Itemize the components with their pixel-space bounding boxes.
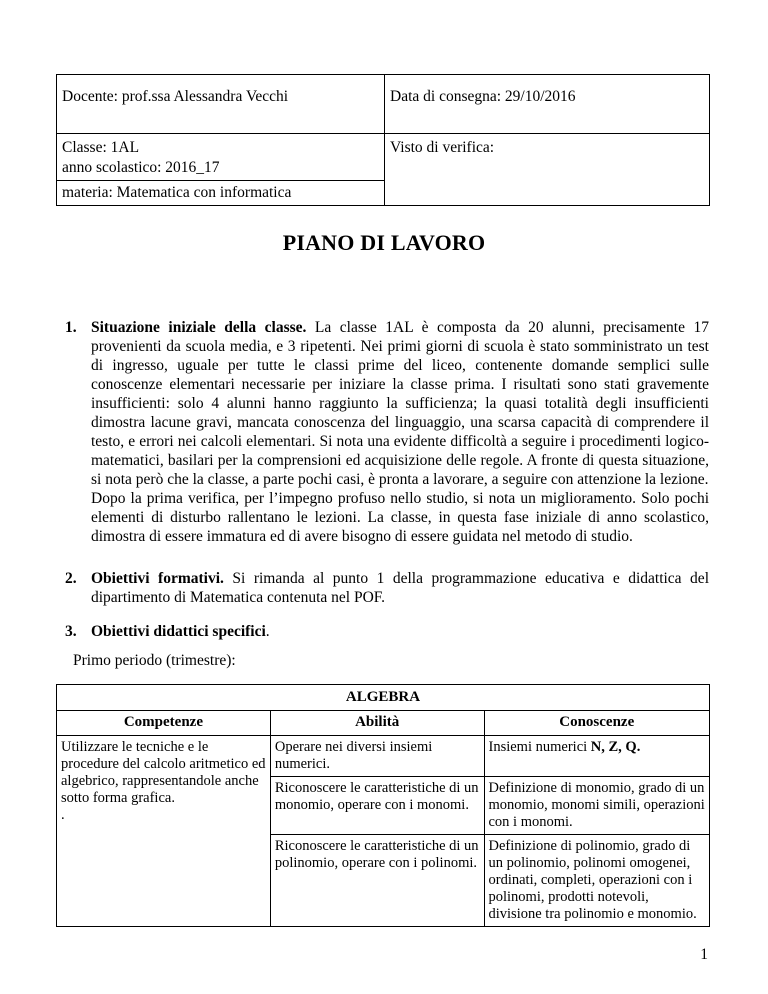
section-2-number: 2.	[65, 570, 77, 587]
section-2-heading: Obiettivi formativi.	[91, 570, 224, 587]
algebra-table-title: ALGEBRA	[57, 685, 710, 711]
section-1	[65, 318, 709, 546]
header-competenze: Competenze	[57, 711, 271, 736]
conoscenze-cell-2: Definizione di monomio, grado di un monomio, monomi simili, operazioni con i monomi.	[484, 777, 710, 835]
section-3-number: 3.	[65, 623, 77, 640]
number-sets: N, Z, Q.	[590, 739, 641, 755]
competenze-cell	[57, 736, 271, 927]
anno-text: anno scolastico: 2016_17	[62, 159, 220, 176]
header-conoscenze: Conoscenze	[484, 711, 710, 736]
page-number: 1	[700, 946, 708, 963]
docente-cell: Docente: prof.ssa Alessandra Vecchi	[57, 75, 385, 134]
period-label: Primo periodo (trimestre):	[73, 652, 236, 669]
section-3	[65, 622, 709, 641]
classe-cell	[57, 134, 385, 181]
section-3-text: .	[265, 623, 270, 640]
section-2	[65, 569, 709, 607]
header-abilita: Abilità	[270, 711, 484, 736]
section-3-heading: Obiettivi didattici specifici	[91, 623, 266, 640]
materia-cell: materia: Matematica con informatica	[57, 181, 385, 206]
conoscenze-1-text: Insiemi numerici	[488, 739, 591, 755]
section-1-text: La classe 1AL è composta da 20 alunni, precisamente 17 provenienti da scuola media, e 3 ripetenti. Nei primi giorni di scuola è stato somministrato un test di ingresso, uguale per tutte le classi prime del liceo, contenente domande semplici sulle conoscenze elementari necessarie per iniziare la classe prima. I risultati sono stati gravemente insufficienti: solo 4 alunni hanno raggiunto la sufficienza; la quasi totalità degli insufficienti dimostra lacune gravi, mancata conoscenza del linguaggio, una scarsa capacità di comprendere il testo, e errori nei calcoli elementari. Si nota una evidente difficoltà a seguire i procedimenti logico-matematici, basilari per la comprensioni ed acquisizione delle regole. A fronte di questa situazione, si nota però che la classe, a parte pochi casi, è pronta a lavorare, a seguire con attenzione la lezione.	[91, 319, 709, 488]
visto-text: Visto di verifica:	[390, 139, 495, 156]
abilita-cell-3: Riconoscere le caratteristiche di un polinomio, operare con i polinomi.	[270, 835, 484, 927]
algebra-table	[56, 684, 710, 927]
section-2-text: Si rimanda al punto 1 della programmazione educativa e didattica del dipartimento di Matematica contenuta nel POF.	[91, 570, 709, 606]
competenze-dot: .	[61, 807, 65, 823]
competenze-text: Utilizzare le tecniche e le procedure del calcolo aritmetico ed algebrico, rappresentandole anche sotto forma grafica.	[61, 739, 266, 806]
abilita-cell-2: Riconoscere le caratteristiche di un monomio, operare con i monomi.	[270, 777, 484, 835]
conoscenze-cell-1	[484, 736, 710, 777]
classe-text: Classe: 1AL	[62, 139, 140, 156]
section-1-number: 1.	[65, 319, 77, 336]
section-1-heading: Situazione iniziale della classe.	[91, 319, 307, 336]
page-title: PIANO DI LAVORO	[282, 230, 486, 255]
header-info-table	[56, 74, 710, 206]
conoscenze-cell-3: Definizione di polinomio, grado di un polinomio, polinomi omogenei, ordinati, completi, operazioni con i polinomi, prodotti notevoli, divisione tra polinomio e monomio.	[484, 835, 710, 927]
section-1-text-2: Dopo la prima verifica, per l’impegno profuso nello studio, si nota un miglioramento. Solo pochi elementi di disturbo rallentano le lezioni. La classe, in questa fase iniziale di anno scolastico, dimostra di essere immatura ed di avere bisogno di essere guidata nel metodo di studio.	[91, 490, 709, 545]
visto-cell	[385, 134, 710, 206]
abilita-cell-1: Operare nei diversi insiemi numerici.	[270, 736, 484, 777]
data-consegna-cell: Data di consegna: 29/10/2016	[385, 75, 710, 134]
